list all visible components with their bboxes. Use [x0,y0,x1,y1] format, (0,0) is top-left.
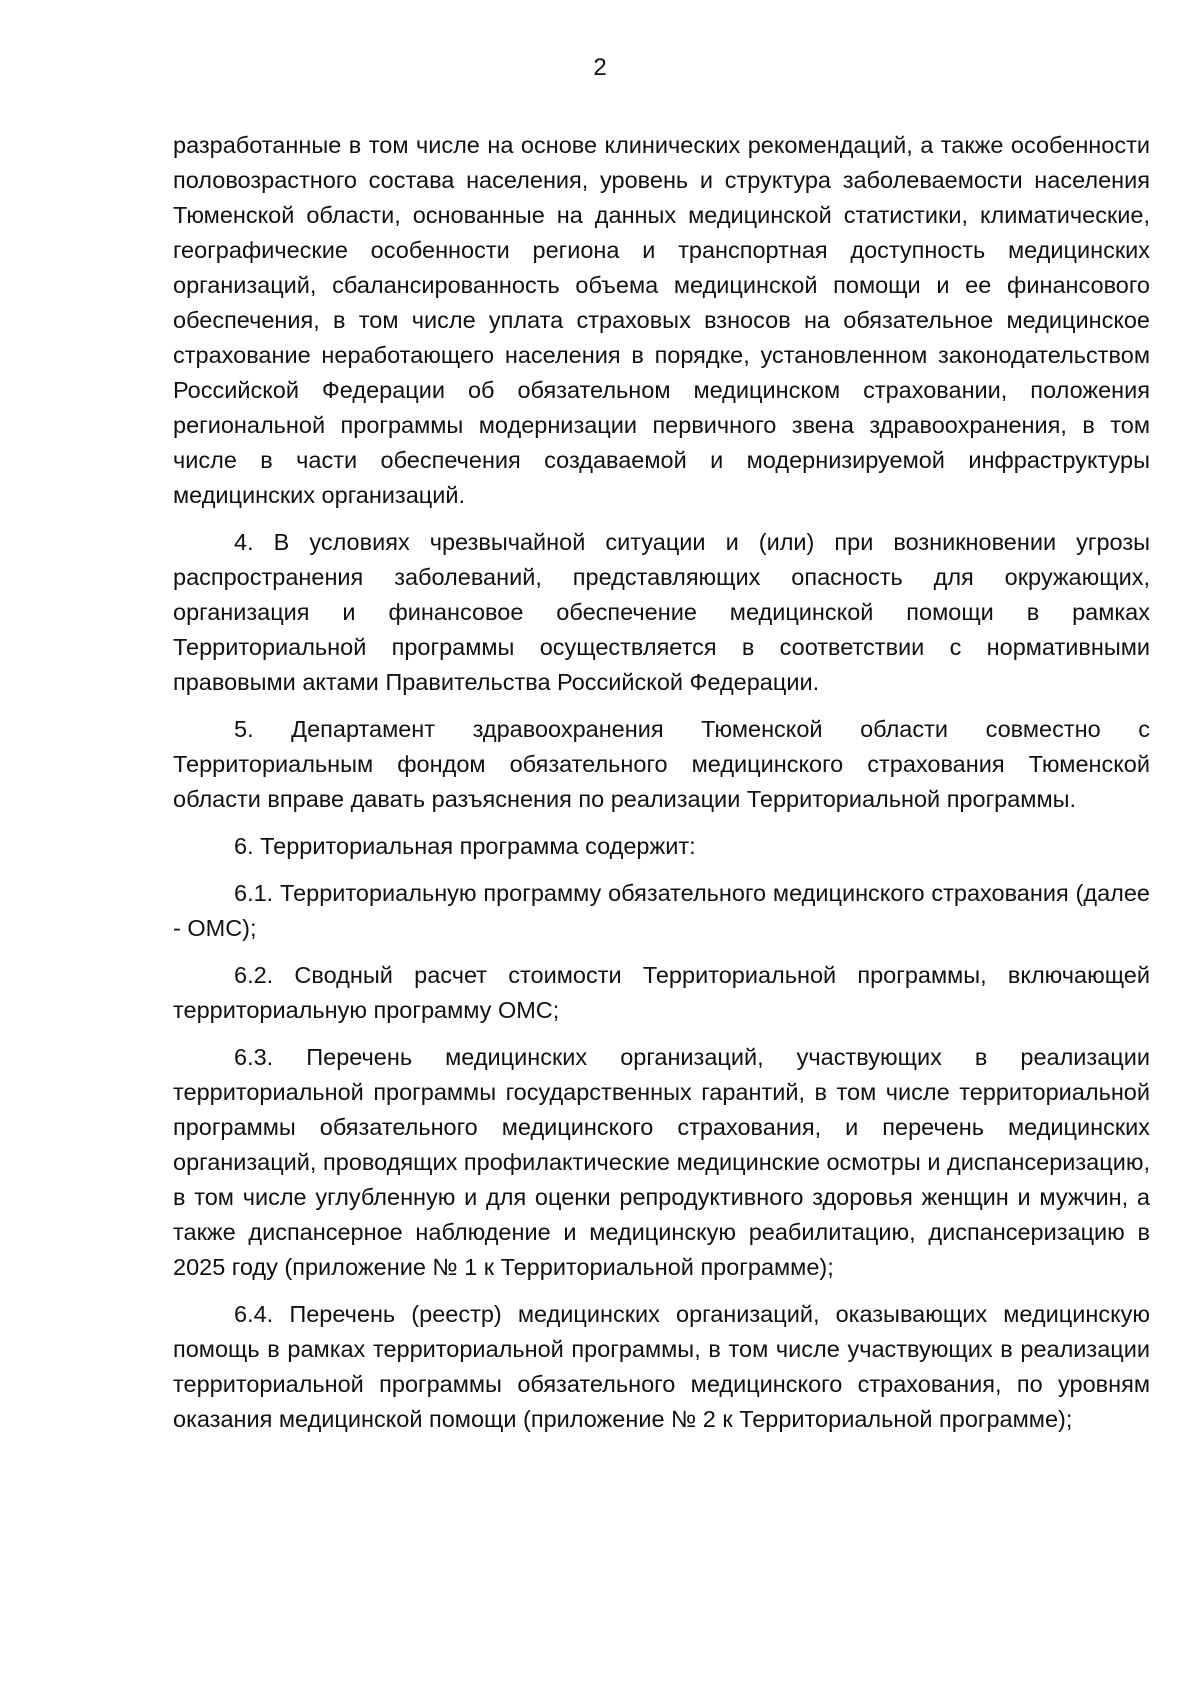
paragraph-item-5: 5. Департамент здравоохранения Тюменской области совместно с Территориальным фондом обязательного медицинского страхования Тюменской области вправе давать разъяснения по реализации Территориальной программы. [173,716,1150,812]
paragraph-item-6: 6. Территориальная программа содержит: [234,833,696,859]
paragraph-item-6-4: 6.4. Перечень (реестр) медицинских организаций, оказывающих медицинскую помощь в рамках территориальной программы, в том числе участвующих в реализации территориальной программы обязательного медицинского страхования, по уровням оказания медицинской помощи (приложение № 2 к Территориальной программе); [173,1301,1150,1432]
paragraph-item-6-1: 6.1. Территориальную программу обязательного медицинского страхования (далее - ОМС); [173,880,1150,941]
paragraph-item-6-3: 6.3. Перечень медицинских организаций, участвующих в реализации территориальной программы государственных гарантий, в том числе территориальной программы обязательного медицинского страхования, и перечень медицинских организаций, проводящих профилактические медицинские осмотры и диспансеризацию, в том числе углубленную и для оценки репродуктивного здоровья женщин и мужчин, а также диспансерное наблюдение и медицинскую реабилитацию, диспансеризацию в 2025 году (приложение № 1 к Территориальной программе); [173,1044,1150,1280]
document-body [173,128,1150,1437]
paragraph-item-4: 4. В условиях чрезвычайной ситуации и (или) при возникновении угрозы распространения заболеваний, представляющих опасность для окружающих, организация и финансовое обеспечение медицинской помощи в рамках Территориальной программы осуществляется в соответствии с нормативными правовыми актами Правительства Российской Федерации. [173,529,1150,695]
paragraph-continuation: разработанные в том числе на основе клинических рекомендаций, а также особенности половозрастного состава населения, уровень и структура заболеваемости населения Тюменской области, основанные на данных медицинской статистики, климатические, географические особенности региона и транспортная доступность медицинских организаций, сбалансированность объема медицинской помощи и ее финансового обеспечения, в том числе уплата страховых взносов на обязательное медицинское страхование неработающего населения в порядке, установленном законодательством Российской Федерации об обязательном медицинском страховании, положения региональной программы модернизации первичного звена здравоохранения, в том числе в части обеспечения создаваемой и модернизируемой инфраструктуры медицинских организаций. [173,132,1150,508]
paragraph-item-6-2: 6.2. Сводный расчет стоимости Территориальной программы, включающей территориальную программу ОМС; [173,962,1150,1023]
page-number: 2 [593,54,607,81]
